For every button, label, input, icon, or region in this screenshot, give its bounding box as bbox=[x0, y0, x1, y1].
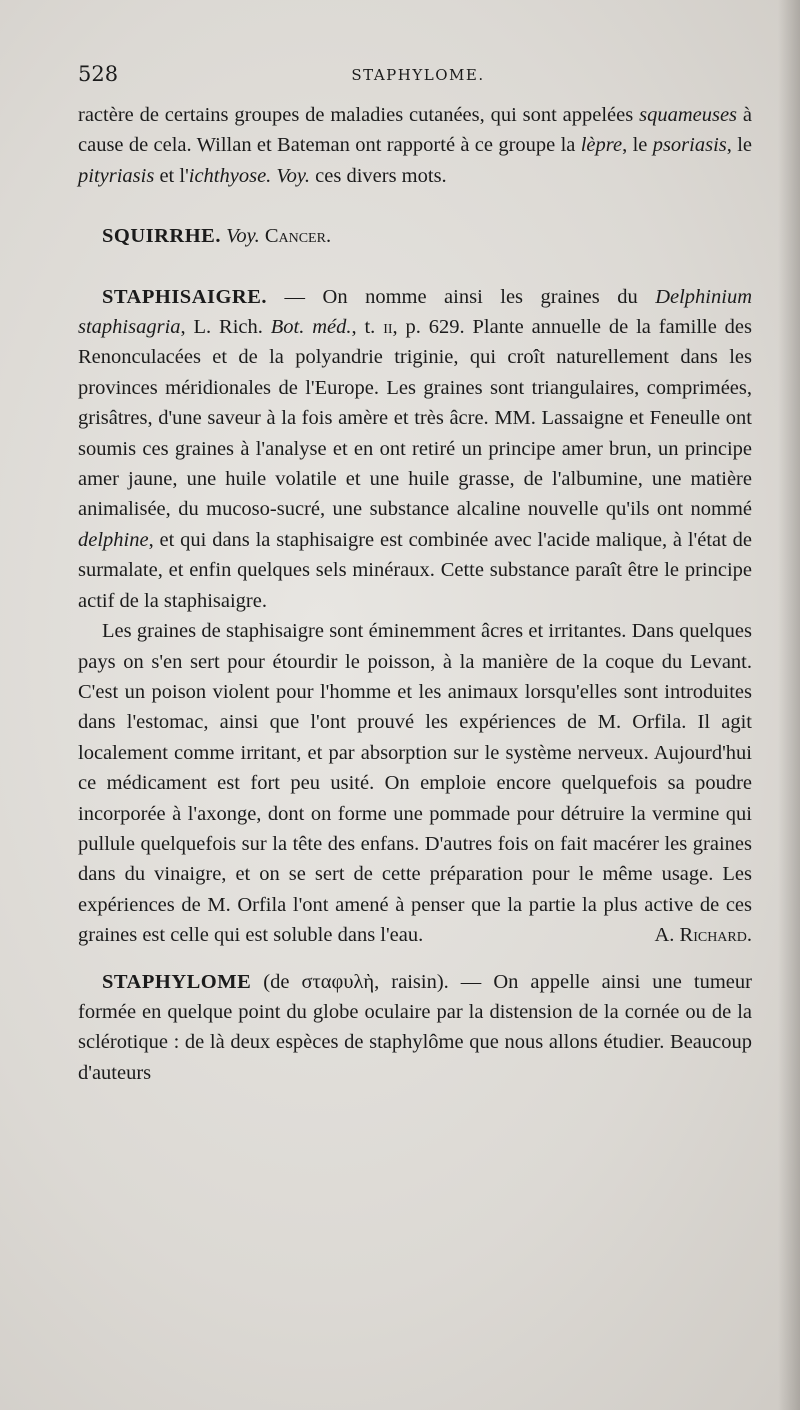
cross-reference: Cancer. bbox=[264, 225, 332, 248]
text-run: , le bbox=[726, 134, 753, 157]
text-run: , t. bbox=[351, 316, 384, 339]
italic-run: squameuses bbox=[639, 104, 738, 126]
paragraph-staphisaigre-effects bbox=[78, 616, 752, 950]
entry-term: STAPHISAIGRE. bbox=[102, 285, 268, 308]
author-signature: A. Richard. bbox=[654, 924, 752, 947]
text-run: (de bbox=[251, 970, 302, 993]
entry-term: STAPHYLOME bbox=[102, 970, 252, 993]
text-run: et l' bbox=[154, 164, 189, 187]
text-run: à cause de cela. Willan et Bateman ont rapporté à ce groupe la bbox=[78, 104, 752, 157]
text-run: , L. Rich. bbox=[180, 316, 271, 339]
italic-run: Bot. méd. bbox=[270, 316, 352, 339]
text-run: , raisin). — On appelle ainsi une tumeur formée en quelque point du globe oculaire par la distension de la cornée ou de la sclérotique : de là deux espèces de staphylôme que nous allons étudier. Beaucoup d'auteurs bbox=[78, 970, 752, 1084]
volume-number: ii bbox=[383, 316, 393, 339]
entry-squirrhe bbox=[78, 221, 752, 251]
entry-term: SQUIRRHE. bbox=[102, 225, 221, 248]
running-head: STAPHYLOME. bbox=[351, 66, 485, 84]
italic-run: Delphinium staphisagria bbox=[78, 285, 752, 339]
entry-staphylome bbox=[78, 967, 752, 1089]
page-body bbox=[78, 100, 752, 1088]
text-run: ces divers mots. bbox=[310, 164, 447, 187]
italic-run: ichthyose. Voy. bbox=[188, 164, 311, 187]
text-run: ractère de certains groupes de maladies cutanées, qui sont appelées bbox=[78, 104, 640, 126]
page-header bbox=[78, 62, 758, 92]
greek-word: σταφυλὴ bbox=[301, 970, 375, 993]
italic-run: pityriasis bbox=[78, 164, 155, 187]
page-gutter-shadow bbox=[778, 0, 800, 1410]
italic-run: psoriasis bbox=[652, 134, 727, 157]
text-run: — On nomme ainsi les graines du bbox=[267, 285, 656, 308]
italic-run: lèpre bbox=[580, 134, 623, 157]
text-run: , p. 629. Plante annuelle de la famille des Renonculacées et de la polyandrie triginie, qui croît naturellement dans les provinces méridionales de l'Europe. Les graines sont triangulaires, comprimées, grisâtres, d'une saveur à la fois amère et très âcre. MM. Lassaigne et Feneulle ont soumis ces graines à l'analyse et en ont retiré un principe amer brun, un principe amer jaune, une huile volatile et une huile grasse, de l'albumine, une matière animalisée, du mucoso-sucré, une substance alcaline nouvelle qu'ils ont nommé bbox=[78, 316, 753, 521]
text-run: Les graines de staphisaigre sont éminemment âcres et irritantes. Dans quelques pays on s'en sert pour étourdir le poisson, à la manière de la coque du Levant. C'est un poison violent pour l'homme et les animaux lorsqu'elles sont introduites dans l'estomac, ainsi que l'ont prouvé les expériences de M. Orfila. Il agit localement comme irritant, et par absorption sur le système nerveux. Aujourd'hui ce médicament est fort peu usité. On emploie encore quelquefois sa poudre incorporée à l'axonge, dont on forme une pommade pour détruire la vermine qui pullule quelquefois sur la tête des enfans. D'autres fois on fait macérer les graines dans du vinaigre, et on se sert de cette préparation pour le même usage. Les expériences de M. Orfila l'ont amené à penser que la partie la plus active de ces graines est celle qui est soluble dans l'eau. bbox=[78, 620, 752, 947]
italic-run: delphine bbox=[78, 528, 149, 551]
entry-staphisaigre bbox=[78, 282, 752, 616]
page-number: 528 bbox=[78, 62, 119, 86]
italic-run: Voy. bbox=[226, 225, 260, 248]
text-run: , et qui dans la staphisaigre est combinée avec l'acide malique, à l'état de surmalate, et enfin quelques sels minéraux. Cette substance paraît être le principe actif de la staphisaigre. bbox=[78, 528, 752, 612]
paragraph-continuation bbox=[78, 100, 752, 191]
text-run: , le bbox=[622, 134, 653, 157]
